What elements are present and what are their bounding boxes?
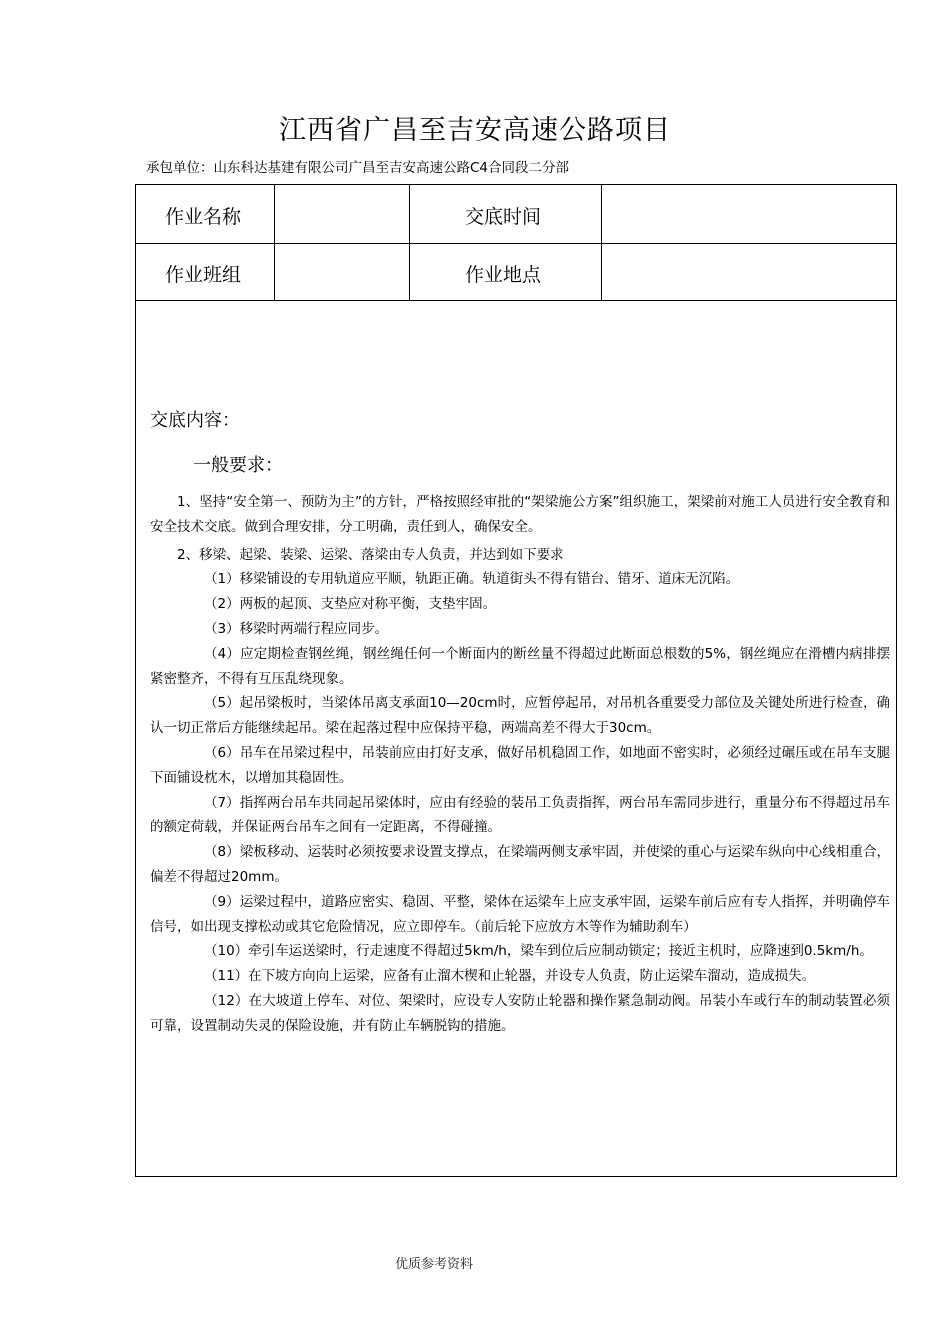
list-item: （12）在大坡道上停车、对位、架梁时，应设专人安防止轮器和操作紧急制动阀。吊装小车或行车的制动装置必须可靠，设置制动失灵的保险设施，并有防止车辆脱钩的措施。 [150,992,890,1034]
list-item: （2）两板的起顶、支垫应对称平衡，支垫牢固。 [204,596,497,613]
list-item: （8）梁板移动、运装时必须按要求设置支撑点，在梁端两侧支承牢固，并使梁的重心与运梁车纵向中心线相重合，偏差不得超过20mm。 [150,844,890,885]
work-location-label: 作业地点 [465,264,542,286]
requirements-body [150,490,890,1039]
list-item: （6）吊车在吊梁过程中，吊装前应由打好支承，做好吊机稳固工作，如地面不密实时，必须经过碾压或在吊车支腿下面铺设枕木，以增加其稳固性。 [150,744,890,786]
work-team-label: 作业班组 [165,264,242,286]
work-team-value[interactable] [275,244,409,300]
work-location-value[interactable] [602,244,896,300]
briefing-time-value[interactable] [602,185,896,243]
list-item: （11）在下坡方向向上运梁，应备有止溜木楔和止轮器，并设专人负责，防止运梁车溜动，造成损失。 [204,968,816,985]
paragraph: 1、坚持“安全第一、预防为主”的方针，严格按照经审批的“架梁施公方案”组织施工，架梁前对施工人员进行安全教育和安全技术交底。做到合理安排，分工明确，责任到人，确保安全。 [150,494,890,535]
list-item: （10）牵引车运送梁时，行走速度不得超过5km/h，梁车到位后应制动锁定；接近主机时，应降速到0.5km/h。 [204,943,873,960]
list-item: （5）起吊梁板时，当梁体吊离支承面10—20cm时，应暂停起吊，对吊机各重要受力部位及关键处所进行检查，确认一切正常后方能继续起吊。梁在起落过程中应保持平稳，两端高差不得大于30cm。 [150,695,890,737]
work-name-label: 作业名称 [165,206,242,228]
list-item: （4）应定期检查钢丝绳，钢丝绳任何一个断面内的断丝量不得超过此断面总根数的5%，钢丝绳应在滑槽内病排摆紧密整齐，不得有互压乱绕现象。 [150,645,890,687]
list-item: （9）运梁过程中，道路应密实、稳固、平整，梁体在运梁车上应支承牢固，运梁车前后应有专人指挥，并明确停车信号，如出现支撑松动或其它危险情况，应立即停车。（前后轮下应放方木等作为辅助刹车） [150,893,890,935]
content-label: 交底内容： [150,410,240,431]
list-item: （7）指挥两台吊车共同起吊梁体时，应由有经验的装吊工负责指挥，两台吊车需同步进行，重量分布不得超过吊车的额定荷载，并保证两台吊车之间有一定距离，不得碰撞。 [150,794,890,836]
table-divider [136,300,896,301]
briefing-table [135,184,897,1177]
contractor-line: 承包单位：山东科达基建有限公司广昌至吉安高速公路C4合同段二分部 [146,160,570,176]
paragraph: 2、移梁、起梁、装梁、运梁、落梁由专人负责，并达到如下要求 [177,546,564,563]
work-name-value[interactable] [275,185,409,243]
footer-note: 优质参考资料 [395,1257,474,1272]
document-title: 江西省广昌至吉安高速公路项目 [279,115,671,146]
general-requirements-heading: 一般要求： [193,455,283,476]
list-item: （3）移梁时两端行程应同步。 [204,620,389,637]
briefing-time-label: 交底时间 [465,206,542,228]
list-item: （1）移梁铺设的专用轨道应平顺，轨距正确。轨道街头不得有错台、错牙、道床无沉陷。 [204,571,740,588]
